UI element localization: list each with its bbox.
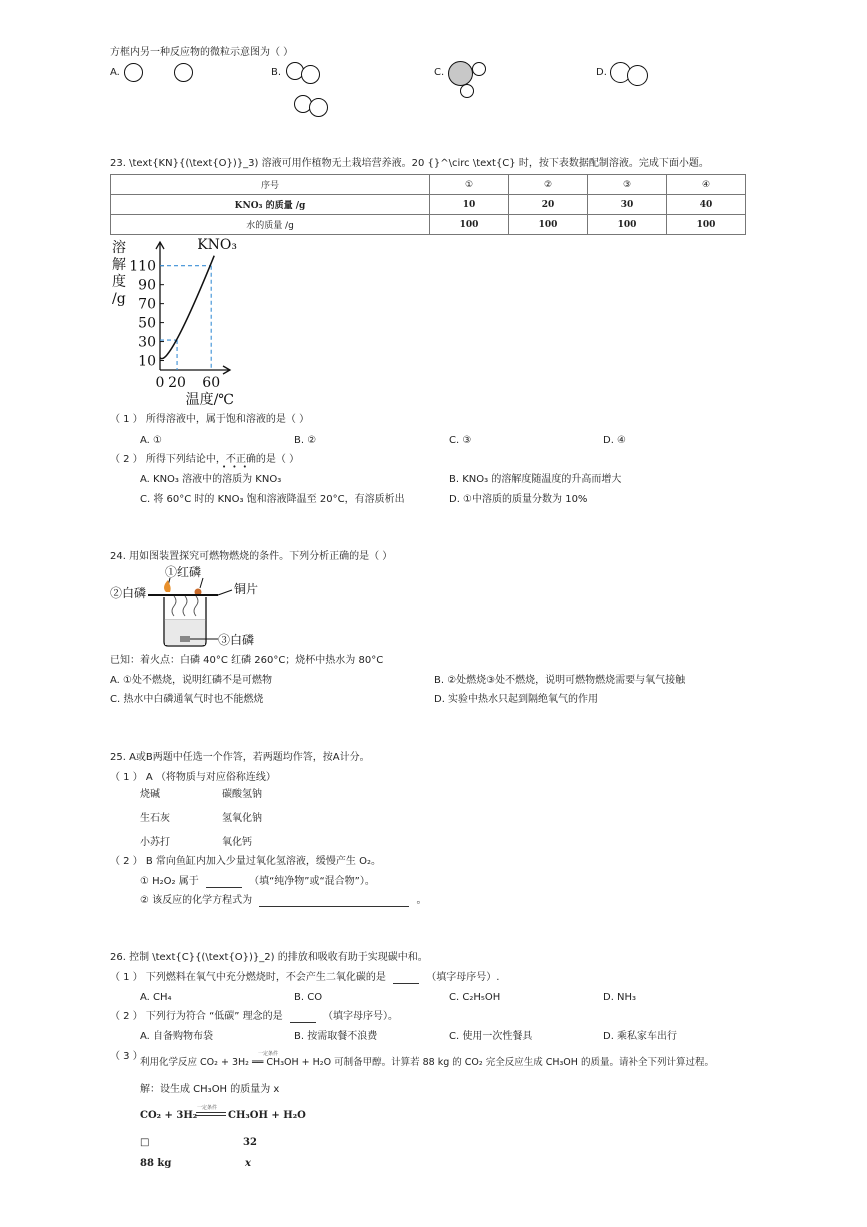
q24-option-c[interactable]: C. 热水中白磷通氧气时也不能燃烧 bbox=[110, 694, 264, 705]
table-header-cell: ② bbox=[509, 175, 588, 195]
label-white-phosphorus-in-water: ③白磷 bbox=[218, 633, 255, 647]
q23-sub1-stem: （ 1 ） 所得溶液中，属于饱和溶液的是（ ） bbox=[110, 414, 310, 425]
white-phosphorus-in-water bbox=[180, 636, 190, 642]
q26-sub1-text: （ 1 ） 下列燃料在氧气中充分燃烧时，不会产生二氧化碳的是 bbox=[110, 972, 386, 983]
kno3-data-table bbox=[110, 174, 746, 235]
x-tick-label: 60 bbox=[202, 375, 221, 391]
calc-row2-right: x bbox=[245, 1158, 251, 1169]
answer-blank[interactable] bbox=[290, 1012, 316, 1023]
q26-stem: 26. 控制 \text{C}{(\text{O})}_2) 的排放和吸收有助于实现碳中和。 bbox=[110, 952, 428, 963]
q25-sub2: （ 2 ） B 常向鱼缸内加入少量过氧化氢溶液，缓慢产生 O₂。 bbox=[110, 856, 381, 867]
label-red-phosphorus: ①红磷 bbox=[165, 565, 202, 579]
table-cell: 40 bbox=[667, 195, 746, 215]
q25-item1-suffix: （填“纯净物”或“混合物”）。 bbox=[249, 876, 375, 887]
q24-option-a[interactable]: A. ①处不燃烧，说明红磷不是可燃物 bbox=[110, 675, 272, 686]
q26-sub2 bbox=[110, 1010, 398, 1023]
y-tick-label: 110 bbox=[129, 258, 156, 275]
q26-sub1 bbox=[110, 971, 499, 984]
y-axis-label: 溶 bbox=[112, 240, 126, 256]
q25-sub1: （ 1 ） A （将物质与对应俗称连线） bbox=[110, 772, 276, 783]
equation-right: CH₃OH + H₂O bbox=[228, 1110, 306, 1121]
q26-sub2-option-b[interactable]: B. 按需取餐不浪费 bbox=[294, 1031, 378, 1042]
label-copper-plate: 铜片 bbox=[234, 582, 259, 596]
y-tick-label: 30 bbox=[138, 334, 156, 351]
q24-known: 已知：着火点：白磷 40°C 红磷 260°C；烧杯中热水为 80°C bbox=[110, 655, 384, 666]
q25-item2-prefix: ② 该反应的化学方程式为 bbox=[140, 895, 253, 906]
small-atom-icon bbox=[460, 84, 474, 98]
q22-option-d-label[interactable]: D. bbox=[596, 67, 607, 78]
table-cell: 100 bbox=[430, 215, 509, 235]
table-cell: 水的质量 /g bbox=[111, 215, 430, 235]
q24-stem: 24. 用如图装置探究可燃物燃烧的条件。下列分析正确的是（ ） bbox=[110, 551, 393, 562]
y-tick-label: 70 bbox=[138, 296, 156, 313]
solution-intro: 解：设生成 CH₃OH 的质量为 x bbox=[140, 1084, 280, 1095]
label-white-phosphorus-on-plate: ②白磷 bbox=[110, 586, 147, 600]
q26-sub1-option-d[interactable]: D. NH₃ bbox=[603, 992, 637, 1003]
answer-blank[interactable] bbox=[393, 973, 419, 984]
matching-right-item[interactable]: 氧化钙 bbox=[222, 837, 252, 848]
matching-left-item[interactable]: 烧碱 bbox=[140, 789, 160, 800]
table-cell: KNO₃ 的质量 /g bbox=[111, 195, 430, 215]
matching-right-item[interactable]: 碳酸氢钠 bbox=[222, 789, 262, 800]
emphasis-dots: • • • bbox=[222, 463, 249, 471]
y-tick-label: 90 bbox=[138, 277, 156, 294]
q26-sub2-option-a[interactable]: A. 自备购物布袋 bbox=[140, 1031, 214, 1042]
atom-circle-icon bbox=[627, 65, 648, 86]
q23-stem: 23. \text{KN}{(\text{O})}_3) 溶液可用作植物无土栽培营养液。20 {}^\circ \text{C} 时，按下表数据配制溶液。完成下面小题。 bbox=[110, 158, 709, 169]
answer-blank[interactable] bbox=[259, 896, 409, 907]
x-tick-label: 0 bbox=[155, 375, 165, 391]
q26-sub2-suffix: （填字母序号）。 bbox=[323, 1011, 398, 1022]
q23-sub1-option-d[interactable]: D. ④ bbox=[603, 435, 627, 446]
q23-sub2-option-d[interactable]: D. ①中溶质的质量分数为 10% bbox=[449, 494, 588, 505]
table-cell: 30 bbox=[588, 195, 667, 215]
q26-sub3-text: 利用化学反应 CO₂ + 3H₂ ══ CH₃OH + H₂O 可制备甲醇。计算若 88 kg 的 CO₂ 完全反应生成 CH₃OH 的质量。请补全下列计算过程。 bbox=[140, 1057, 714, 1068]
q26-sub2-option-d[interactable]: D. 乘私家车出行 bbox=[603, 1031, 678, 1042]
q23-sub1-option-b[interactable]: B. ② bbox=[294, 435, 317, 446]
q23-sub2-option-a[interactable]: A. KNO₃ 溶液中的溶质为 KNO₃ bbox=[140, 474, 282, 485]
table-row bbox=[111, 175, 746, 195]
matching-left-item[interactable]: 小苏打 bbox=[140, 837, 170, 848]
q23-sub2-stem: （ 2 ） 所得下列结论中，不正确的是（ ） bbox=[110, 454, 300, 465]
flame-icon bbox=[164, 580, 171, 592]
table-cell: 10 bbox=[430, 195, 509, 215]
calc-row1-left: □ bbox=[140, 1137, 150, 1148]
table-header-cell: ① bbox=[430, 175, 509, 195]
q25-item2 bbox=[140, 894, 427, 907]
q26-sub3-number: （ 3 ） bbox=[110, 1051, 143, 1062]
q23-sub2-option-c[interactable]: C. 将 60°C 时的 KNO₃ 饱和溶液降温至 20°C，有溶质析出 bbox=[140, 494, 405, 505]
q26-sub1-suffix: （填字母序号）. bbox=[426, 972, 500, 983]
atom-circle-icon bbox=[301, 65, 320, 84]
y-axis-label: /g bbox=[112, 291, 126, 307]
q26-sub2-option-c[interactable]: C. 使用一次性餐具 bbox=[449, 1031, 533, 1042]
q25-item2-suffix: 。 bbox=[416, 895, 427, 906]
q23-sub1-option-a[interactable]: A. ① bbox=[140, 435, 162, 446]
small-atom-icon bbox=[472, 62, 486, 76]
q22-stem: 方框内另一种反应物的微粒示意图为（ ） bbox=[110, 47, 294, 58]
x-tick-label: 20 bbox=[168, 375, 186, 391]
table-cell: 20 bbox=[509, 195, 588, 215]
q25-item1-prefix: ① H₂O₂ 属于 bbox=[140, 876, 199, 887]
atom-circle-icon bbox=[124, 63, 143, 82]
q22-option-c-label[interactable]: C. bbox=[434, 67, 445, 78]
y-axis-label: 解 bbox=[112, 257, 126, 273]
q26-sub1-option-c[interactable]: C. C₂H₅OH bbox=[449, 992, 501, 1003]
q24-option-d[interactable]: D. 实验中热水只起到隔绝氧气的作用 bbox=[434, 694, 599, 705]
large-atom-icon bbox=[448, 61, 473, 86]
q24-option-b[interactable]: B. ②处燃烧③处不燃烧，说明可燃物燃烧需要与氧气接触 bbox=[434, 675, 686, 686]
calc-row1-right: 32 bbox=[243, 1137, 257, 1148]
q26-sub1-option-b[interactable]: B. CO bbox=[294, 992, 323, 1003]
q25-item1 bbox=[140, 875, 375, 888]
q26-sub2-text: （ 2 ） 下列行为符合 “低碳” 理念的是 bbox=[110, 1011, 283, 1022]
y-axis-label: 度 bbox=[112, 274, 126, 290]
table-cell: 100 bbox=[509, 215, 588, 235]
table-cell: 100 bbox=[667, 215, 746, 235]
combustion-apparatus-diagram bbox=[108, 564, 308, 649]
q23-sub2-option-b[interactable]: B. KNO₃ 的溶解度随温度的升高而增大 bbox=[449, 474, 622, 485]
answer-blank[interactable] bbox=[206, 877, 242, 888]
table-row bbox=[111, 195, 746, 215]
x-axis-label: 温度/℃ bbox=[185, 392, 234, 406]
q25-stem: 25. A或B两题中任选一个作答，若两题均作答，按A计分。 bbox=[110, 752, 370, 763]
q26-sub1-option-a[interactable]: A. CH₄ bbox=[140, 992, 172, 1003]
table-cell: 100 bbox=[588, 215, 667, 235]
q22-option-b-label[interactable]: B. bbox=[271, 67, 282, 78]
solubility-chart bbox=[108, 236, 278, 406]
y-tick-label: 10 bbox=[138, 353, 156, 370]
series-label: KNO₃ bbox=[197, 237, 238, 253]
equation-left: CO₂ + 3H₂ bbox=[140, 1110, 198, 1121]
table-row bbox=[111, 215, 746, 235]
reaction-condition: 一定条件 bbox=[258, 1051, 279, 1057]
y-tick-label: 50 bbox=[138, 315, 156, 332]
table-header-cell: 序号 bbox=[111, 175, 430, 195]
q22-option-a-label[interactable]: A. bbox=[110, 67, 120, 78]
matching-left-item[interactable]: 生石灰 bbox=[140, 813, 170, 824]
table-header-cell: ③ bbox=[588, 175, 667, 195]
equation-double-line bbox=[196, 1112, 226, 1116]
table-header-cell: ④ bbox=[667, 175, 746, 195]
matching-right-item[interactable]: 氢氧化钠 bbox=[222, 813, 262, 824]
calc-row2-left: 88 kg bbox=[140, 1158, 172, 1169]
q23-sub1-option-c[interactable]: C. ③ bbox=[449, 435, 472, 446]
reaction-condition: 一定条件 bbox=[197, 1105, 218, 1111]
atom-circle-icon bbox=[309, 98, 328, 117]
atom-circle-icon bbox=[174, 63, 193, 82]
kno3-solubility-curve bbox=[160, 256, 214, 359]
